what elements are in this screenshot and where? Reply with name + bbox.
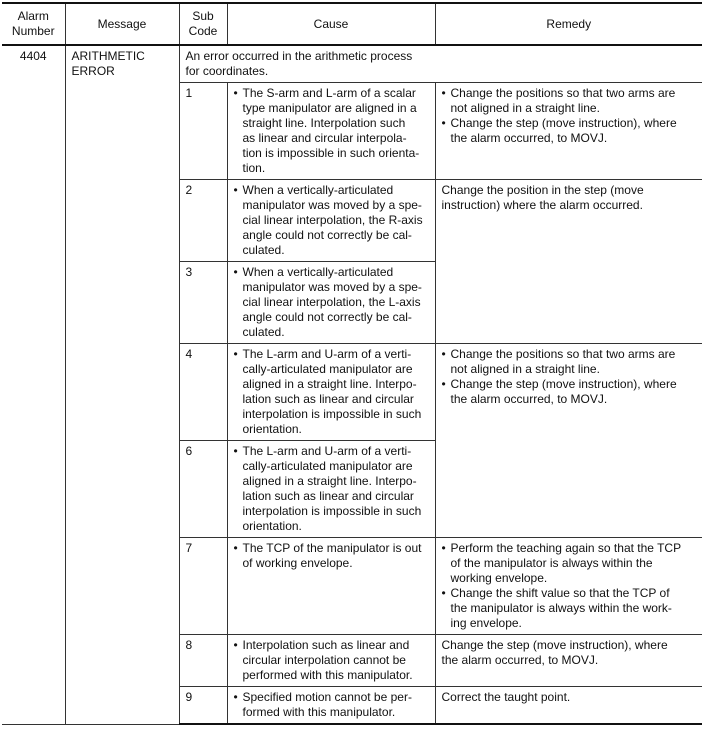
remedy-bullet: • Change the positions so that two arms are not aligned in a straight line. — [442, 347, 697, 377]
remedy-cell — [435, 83, 702, 180]
cause-bullet: • The TCP of the manipulator is out of working envelope. — [234, 541, 429, 571]
remedy-cell: Change the step (move instruction), where the alarm occurred, to MOVJ. — [435, 635, 702, 687]
table-row-intro — [2, 45, 702, 83]
cause-cell — [227, 262, 435, 344]
header-remedy: Remedy — [435, 3, 702, 45]
header-row — [2, 3, 702, 45]
remedy-bullet: • Change the step (move instruction), where the alarm occurred, to MOVJ. — [442, 116, 697, 146]
sub-code-cell: 7 — [179, 538, 227, 635]
cause-bullet: • Interpolation such as linear and circular interpolation cannot be performed with this manipulator. — [234, 638, 429, 683]
sub-code-cell: 6 — [179, 441, 227, 538]
cause-cell — [227, 180, 435, 262]
sub-code-cell: 3 — [179, 262, 227, 344]
cause-cell — [227, 687, 435, 725]
sub-code-cell: 1 — [179, 83, 227, 180]
cause-cell — [227, 441, 435, 538]
cause-cell — [227, 538, 435, 635]
remedy-cell: Correct the taught point. — [435, 687, 702, 725]
remedy-cell: Change the position in the step (move instruction) where the alarm occurred. — [435, 180, 702, 344]
alarm-number-cell: 4404 — [2, 45, 65, 724]
header-sub-code: Sub Code — [179, 3, 227, 45]
cause-bullet: • When a vertically-articulated manipulator was moved by a spe- cial linear interpolation, the R-axis angle could not correctly be cal- culated. — [234, 183, 429, 258]
remedy-bullet: • Change the shift value so that the TCP of the manipulator is always within the work- ing envelope. — [442, 586, 697, 631]
sub-code-cell: 4 — [179, 344, 227, 441]
remedy-bullet: • Change the step (move instruction), where the alarm occurred, to MOVJ. — [442, 377, 697, 407]
header-message: Message — [65, 3, 179, 45]
header-cause: Cause — [227, 3, 435, 45]
remedy-cell — [435, 538, 702, 635]
cause-bullet: • The L-arm and U-arm of a verti- cally-articulated manipulator are aligned in a straight line. Interpo- lation such as linear and circular interpolation is impossible in such orientation. — [234, 347, 429, 437]
intro-cell: An error occurred in the arithmetic process for coordinates. — [179, 45, 702, 83]
cause-bullet: • The S-arm and L-arm of a scalar type manipulator are aligned in a straight line. Interpolation such as linear and circular interpola- tion is impossible in such orienta- tion. — [234, 86, 429, 176]
cause-cell — [227, 83, 435, 180]
cause-bullet: • When a vertically-articulated manipulator was moved by a spe- cial linear interpolation, the L-axis angle could not correctly be cal- culated. — [234, 265, 429, 340]
alarm-table — [2, 2, 702, 725]
remedy-bullet: • Change the positions so that two arms are not aligned in a straight line. — [442, 86, 697, 116]
header-alarm-number: Alarm Number — [2, 3, 65, 45]
sub-code-cell: 2 — [179, 180, 227, 262]
remedy-cell — [435, 344, 702, 538]
cause-cell — [227, 344, 435, 441]
remedy-bullet: • Perform the teaching again so that the TCP of the manipulator is always within the working envelope. — [442, 541, 697, 586]
cause-cell — [227, 635, 435, 687]
alarm-message-cell: ARITHMETIC ERROR — [65, 45, 179, 724]
sub-code-cell: 8 — [179, 635, 227, 687]
sub-code-cell: 9 — [179, 687, 227, 725]
cause-bullet: • Specified motion cannot be per- formed with this manipulator. — [234, 690, 429, 720]
cause-bullet: • The L-arm and U-arm of a verti- cally-articulated manipulator are aligned in a straight line. Interpo- lation such as linear and circular interpolation is impossible in such orientation. — [234, 444, 429, 534]
